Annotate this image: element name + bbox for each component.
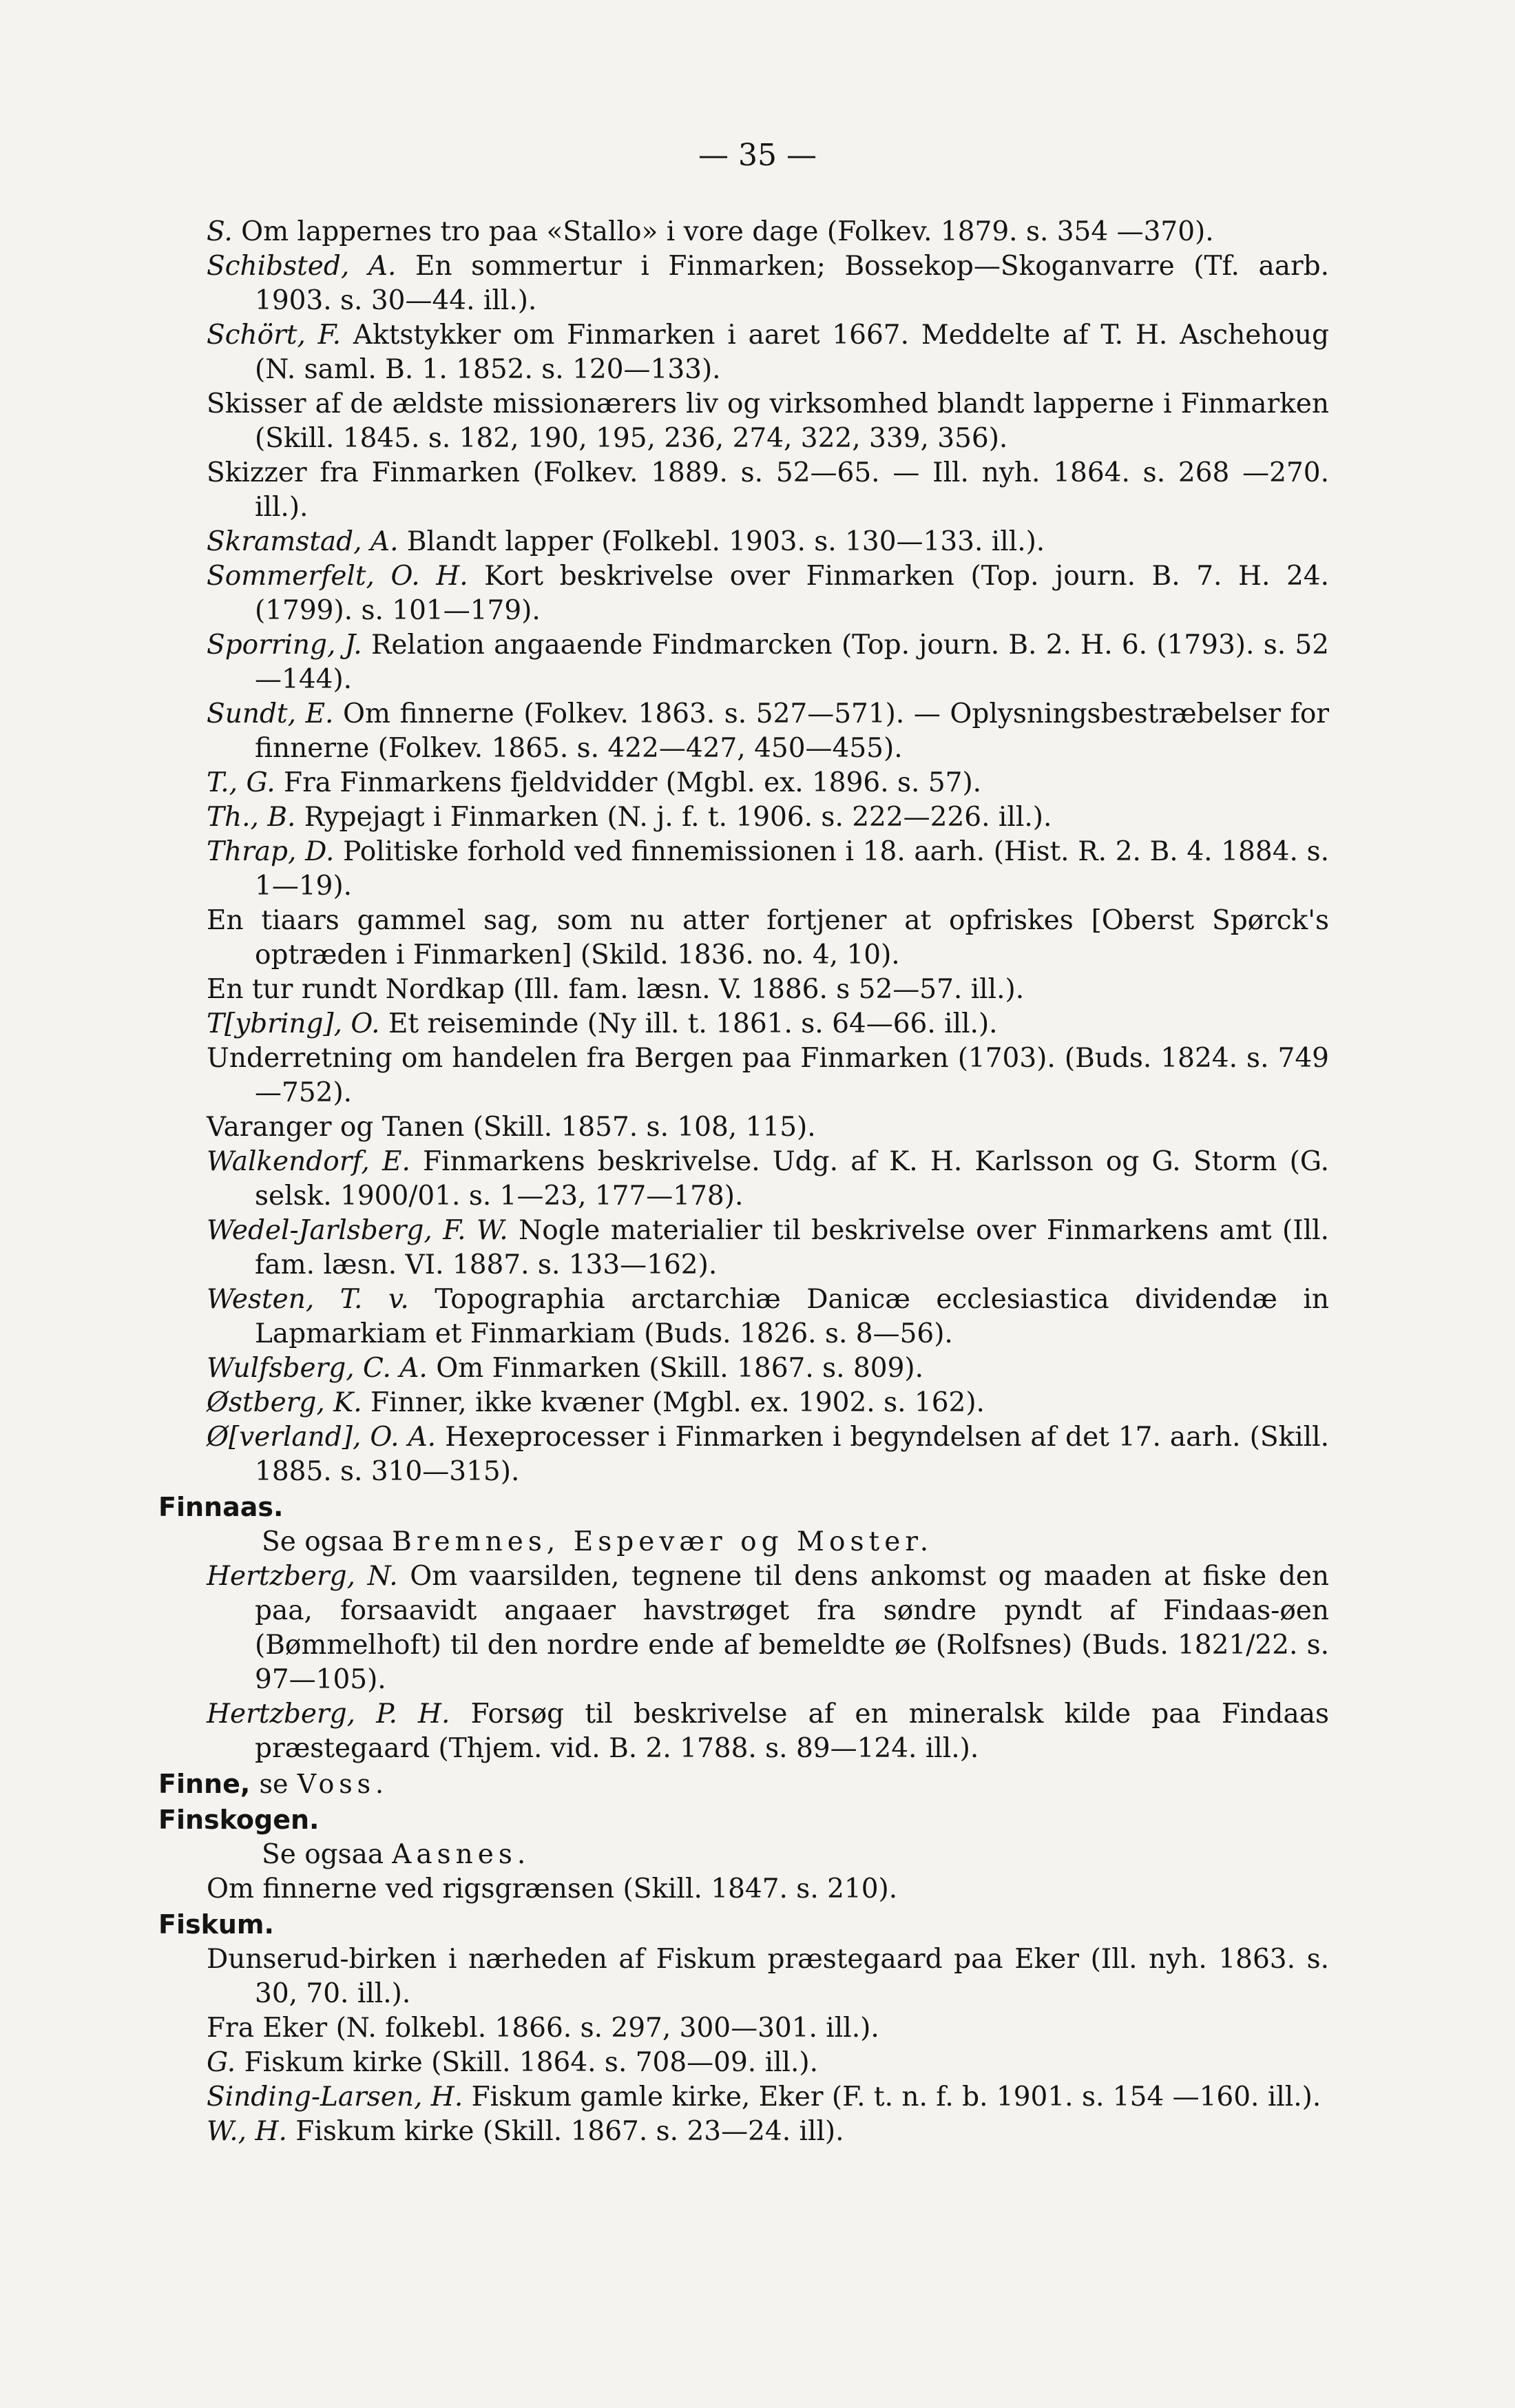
bibliography-entry [207,215,1329,249]
heading-finne [158,1766,1329,1802]
entry-text: Rypejagt i Finmarken (N. j. f. t. 1906. s. 222—226. ill.). [304,802,1052,833]
fiskum-entries [158,1942,1329,2149]
bibliography-entry [207,766,1329,800]
entry-author: Hertzberg, P. H. [207,1699,450,1730]
heading-finne-label: Finne, [158,1769,251,1799]
entry-author: Ø[verland], O. A. [207,1422,437,1453]
bibliography-entry [207,387,1329,456]
bibliography-entry [207,559,1329,628]
entry-author: Sinding-Larsen, H. [207,2082,463,2113]
bibliography-entry [207,1007,1329,1041]
entry-text: Fiskum gamle kirke, Eker (F. t. n. f. b. 1901. s. 154 —160. ill.). [471,2082,1321,2113]
entry-author: Westen, T. v. [207,1284,409,1315]
entry-text: Hexeprocesser i Finmarken i begyndelsen af det 17. aarh. (Skill. 1885. s. 310—315). [255,1422,1329,1487]
see-also-label: Se ogsaa [262,1526,384,1557]
entry-text: Skisser af de ældste missionærers liv og virksomhed blandt lapperne i Finmarken (Skill. 1845. s. 182, 190, 195, 236, 274, 322, 339, 356). [207,388,1329,454]
entry-text: Aktstykker om Finmarken i aaret 1667. Meddelte af T. H. Aschehoug (N. saml. B. 1. 1852. s. 120—133). [255,320,1330,385]
finmarken-entries [158,215,1329,1489]
entry-text: Om finnerne (Folkev. 1863. s. 527—571). — Oplysningsbestræbelser for finnerne (Folkev. 1865. s. 422—427, 450—455). [255,698,1329,764]
bibliography-entry [207,1872,1329,1907]
entry-text: Om finnerne ved rigsgrænsen (Skill. 1847. s. 210). [207,1874,898,1904]
bibliography-entry [207,835,1329,904]
entry-text: Kort beskrivelse over Finmarken (Top. journ. B. 7. H. 24. (1799). s. 101—179). [255,561,1330,626]
entry-author: Wedel-Jarlsberg, F. W. [207,1215,508,1246]
entry-author: Hertzberg, N. [207,1561,398,1592]
see-also-label: Se ogsaa [262,1839,384,1870]
entry-text: Politiske forhold ved finnemissionen i 18. aarh. (Hist. R. 2. B. 4. 1884. s. 1—19). [255,836,1330,902]
entry-text: Relation angaaende Findmarcken (Top. journ. B. 2. H. 6. (1793). s. 52—144). [255,630,1329,695]
entry-text: Forsøg til beskrivelse af en mineralsk kilde paa Findaas præstegaard (Thjem. vid. B. 2. 1788. s. 89—124. ill.). [255,1699,1329,1764]
bibliography-entry [207,1145,1329,1214]
bibliography-entry [207,1351,1329,1386]
entry-author: Th., B. [207,802,296,833]
entry-text: Fra Finmarkens fjeldvidder (Mgbl. ex. 1896. s. 57). [284,767,982,798]
entry-text: En tur rundt Nordkap (Ill. fam. læsn. V. 1886. s 52—57. ill.). [207,974,1025,1005]
bibliography-entry [207,1559,1329,1697]
entry-author: Schibsted, A. [207,251,397,282]
bibliography-entry [207,2115,1329,2149]
bibliography-entry [207,697,1329,766]
bibliography-entry [207,1697,1329,1766]
entry-author: Walkendorf, E. [207,1146,410,1177]
entry-text: Nogle materialier til beskrivelse over Finmarkens amt (Ill. fam. læsn. VI. 1887. s. 133—162). [255,1215,1329,1280]
see-also-finnaas [262,1525,1329,1559]
bibliography-entry [207,904,1329,973]
bibliography-entry [207,1041,1329,1110]
entry-text: Blandt lapper (Folkebl. 1903. s. 130—133. ill.). [406,526,1045,557]
entry-text: En tiaars gammel sag, som nu atter fortjener at opfriskes [Oberst Spørck's optræden i Finmarken] (Skild. 1836. no. 4, 10). [207,905,1329,971]
see-also-names: Aasnes. [392,1839,531,1870]
entry-text: Om lappernes tro paa «Stallo» i vore dage (Folkev. 1879. s. 354 —370). [241,216,1214,247]
heading-finnaas: Finnaas. [158,1492,284,1522]
entry-author: Skramstad, A. [207,526,399,557]
entry-text: Topographia arctarchiæ Danicæ ecclesiastica dividendæ in Lapmarkiam et Finmarkiam (Buds. 1826. s. 8—56). [255,1284,1330,1349]
entry-text: Om Finmarken (Skill. 1867. s. 809). [436,1353,924,1384]
entry-text: Finner, ikke kvæner (Mgbl. ex. 1902. s. 162). [370,1387,985,1418]
see-also-finskogen [262,1838,1329,1872]
entry-author: T[ybring], O. [207,1008,380,1039]
bibliography-entry [207,973,1329,1007]
bibliography-entry [207,1420,1329,1489]
bibliography-entry [207,318,1329,387]
see-names: Voss. [297,1769,388,1799]
bibliography-entry [207,2080,1329,2115]
entry-author: Sommerfelt, O. H. [207,561,468,592]
entry-author: G. [207,2047,236,2078]
entry-author: Thrap, D. [207,836,335,867]
bibliography-entry [207,2011,1329,2046]
entry-text: Fiskum kirke (Skill. 1867. s. 23—24. ill). [295,2116,844,2147]
entry-author: Sporring, J. [207,630,362,661]
bibliography-entry [207,1214,1329,1283]
entry-text: Et reiseminde (Ny ill. t. 1861. s. 64—66. ill.). [388,1008,998,1039]
entry-author: Schört, F. [207,320,342,351]
see-also-names: Bremnes, Espevær og Moster. [392,1526,934,1557]
heading-fiskum: Fiskum. [158,1909,274,1940]
entry-text: En sommertur i Finmarken; Bossekop—Skoganvarre (Tf. aarb. 1903. s. 30—44. ill.). [255,251,1330,316]
bibliography-entry [207,1942,1329,2011]
entry-text: Finmarkens beskrivelse. Udg. af K. H. Karlsson og G. Storm (G. selsk. 1900/01. s. 1—23, 177—178). [255,1146,1330,1212]
heading-finskogen: Finskogen. [158,1805,320,1835]
bibliography-entry [207,456,1329,525]
entry-text: Fra Eker (N. folkebl. 1866. s. 297, 300—301. ill.). [207,2013,879,2044]
bibliography-entry [207,800,1329,835]
bibliography-entry [207,2046,1329,2080]
entry-author: T., G. [207,767,275,798]
entry-text: Om vaarsilden, tegnene til dens ankomst og maaden at fiske den paa, forsaavidt angaaer havstrøget fra søndre pyndt af Findaas-øen (Bømmelhoft) til den nordre ende af bemeldte øe (Rolfsnes) (Buds. 1821/22. s. 97—105). [255,1561,1329,1695]
bibliography-entry [207,628,1329,697]
finskogen-entries [158,1872,1329,1907]
bibliography-entry [207,1386,1329,1420]
entry-text: Skizzer fra Finmarken (Folkev. 1889. s. 52—65. — Ill. nyh. 1864. s. 268 —270. ill.). [207,457,1329,523]
entry-text: Underretning om handelen fra Bergen paa Finmarken (1703). (Buds. 1824. s. 749—752). [207,1043,1329,1108]
page-number: — 35 — [698,138,817,173]
entry-author: Wulfsberg, C. A. [207,1353,428,1384]
bibliography-entry [207,525,1329,559]
entry-author: Sundt, E. [207,698,334,729]
entry-author: Østberg, K. [207,1387,362,1418]
entry-text: Fiskum kirke (Skill. 1864. s. 708—09. ill.). [244,2047,819,2078]
entry-author: W., H. [207,2116,287,2147]
bibliography-entry [207,249,1329,318]
entry-text: Dunserud-birken i nærheden af Fiskum præstegaard paa Eker (Ill. nyh. 1863. s. 30, 70. ill.). [207,1944,1329,2009]
see-label: se [259,1769,289,1799]
entry-text: Varanger og Tanen (Skill. 1857. s. 108, 115). [207,1112,816,1143]
entry-author: S. [207,216,233,247]
bibliography [158,215,1329,2149]
bibliography-entry [207,1110,1329,1145]
finnaas-entries [158,1559,1329,1766]
bibliography-entry [207,1283,1329,1351]
